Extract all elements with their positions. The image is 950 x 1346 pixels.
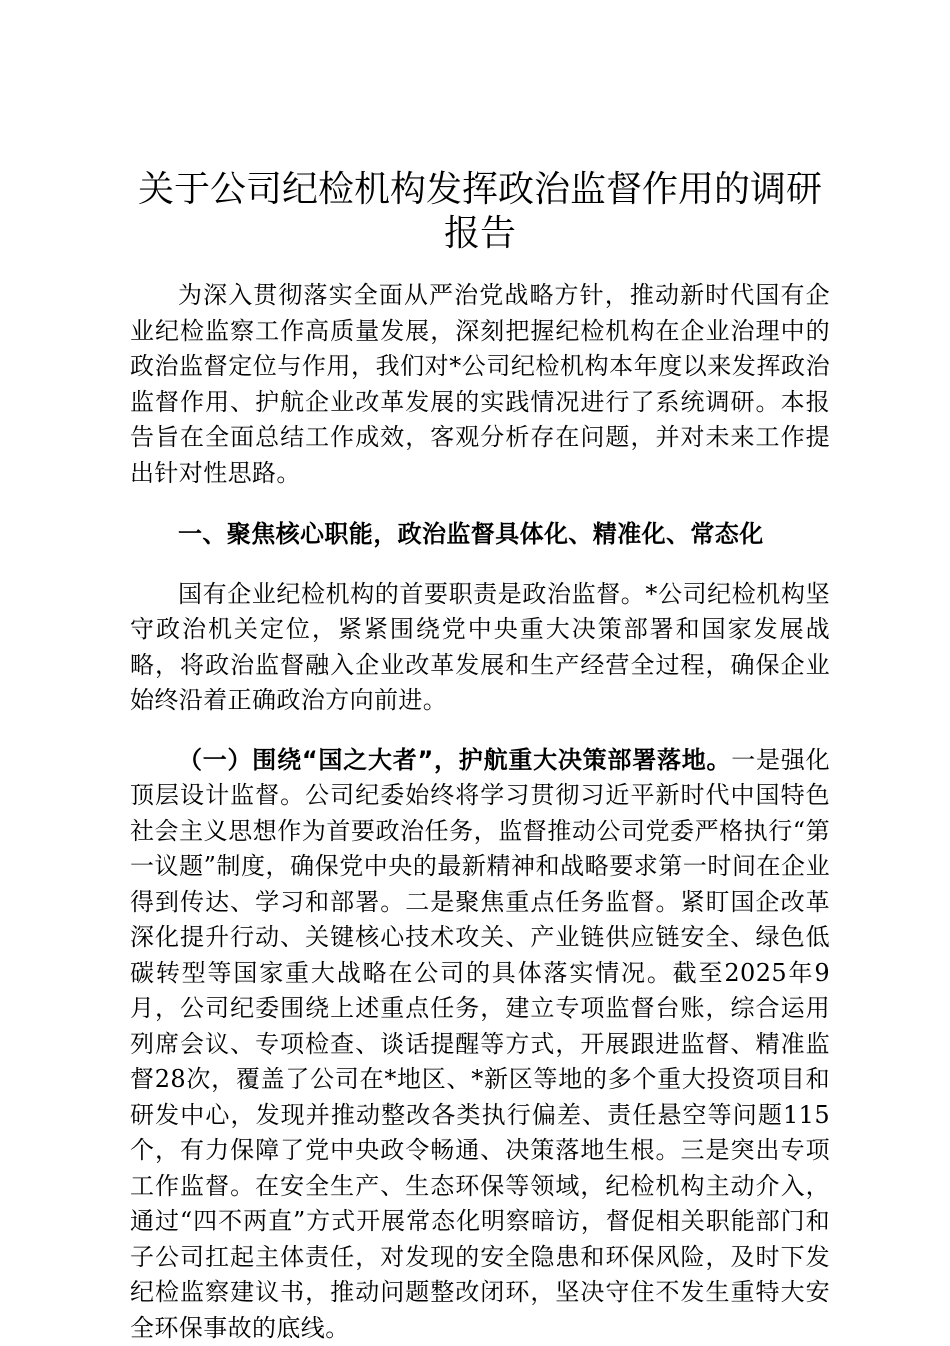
subsection-1-lead: （一）围绕“国之大者”，护航重大决策部署落地。 [178,746,731,774]
subsection-1-body: 一是强化顶层设计监督。公司纪委始终将学习贯彻习近平新时代中国特色社会主义思想作为首要政治任务，监督推动公司党委严格执行“第一议题”制度，确保党中央的最新精神和战略要求第一时间在企业得到传达、学习和部署。二是聚焦重点任务监督。紧盯国企改革深化提升行动、关键核心技术攻关、产业链供应链安全、绿色低碳转型等国家重大战略在公司的具体落实情况。截至2025年9月，公司纪委围绕上述重点任务，建立专项监督台账，综合运用列席会议、专项检查、谈话提醒等方式，开展跟进监督、精准监督28次，覆盖了公司在*地区、*新区等地的多个重大投资项目和研发中心，发现并推动整改各类执行偏差、责任悬空等问题115个，有力保障了党中央政令畅通、决策落地生根。三是突出专项工作监督。在安全生产、生态环保等领域，纪检机构主动介入，通过“四不两直”方式开展常态化明察暗访，督促相关职能部门和子公司扛起主体责任，对发现的安全隐患和环保风险，及时下发纪检监察建议书，推动问题整改闭环，坚决守住不发生重特大安全环保事故的底线。 [130,746,830,1342]
section-1-paragraph: 国有企业纪检机构的首要职责是政治监督。*公司纪检机构坚守政治机关定位，紧紧围绕党中央重大决策部署和国家发展战略，将政治监督融入企业改革发展和生产经营全过程，确保企业始终沿着正确政治方向前进。 [130,577,830,719]
document-title: 关于公司纪检机构发挥政治监督作用的调研报告 [130,168,830,256]
intro-paragraph: 为深入贯彻落实全面从严治党战略方针，推动新时代国有企业纪检监察工作高质量发展，深刻把握纪检机构在企业治理中的政治监督定位与作用，我们对*公司纪检机构本年度以来发挥政治监督作用、护航企业改革发展的实践情况进行了系统调研。本报告旨在全面总结工作成效，客观分析存在问题，并对未来工作提出针对性思路。 [130,278,830,491]
section-heading-1: 一、聚焦核心职能，政治监督具体化、精准化、常态化 [130,517,830,553]
document-page [130,168,830,1346]
subsection-1-paragraph [130,743,830,1346]
paragraph-gap [130,719,830,743]
